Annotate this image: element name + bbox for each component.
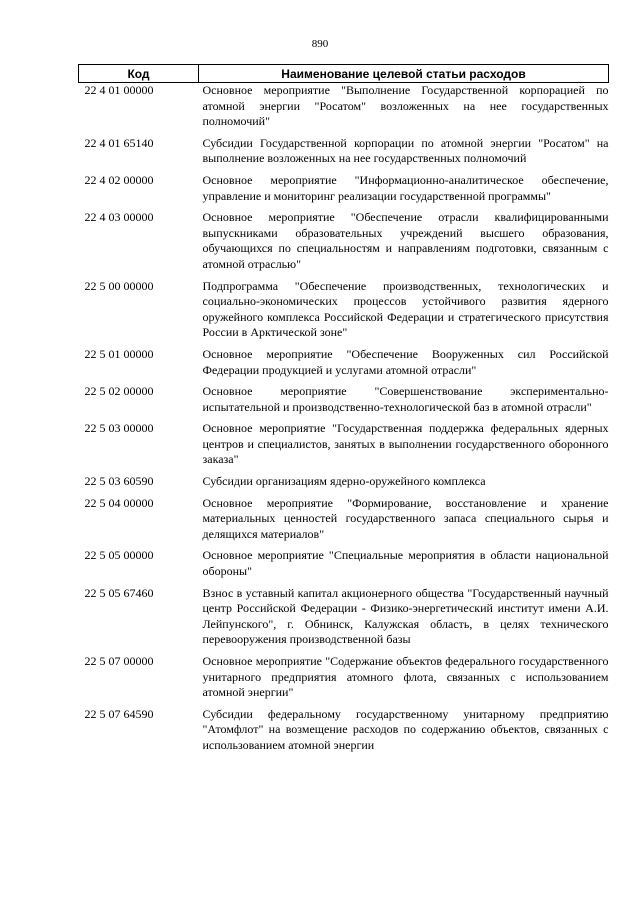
table-row bbox=[79, 136, 609, 173]
row-name: Основное мероприятие "Выполнение Государственной корпорацией по атомной энергии "Росатом" возложенных на нее государственных полномочий" bbox=[202, 83, 609, 129]
row-name: Основное мероприятие "Специальные мероприятия в области национальной обороны" bbox=[202, 548, 609, 579]
row-name: Основное мероприятие "Содержание объектов федерального государственного унитарного предприятия атомного флота, связанных с использованием атомной энергии" bbox=[202, 654, 609, 700]
row-code: 22 5 00 00000 bbox=[84, 278, 154, 293]
table-row bbox=[79, 474, 609, 496]
row-name: Субсидии Государственной корпорации по атомной энергии "Росатом" на выполнение возложенных на нее государственных полномочий bbox=[202, 135, 609, 166]
table-row bbox=[79, 384, 609, 421]
row-code: 22 5 05 00000 bbox=[84, 548, 154, 563]
page-number: 890 bbox=[311, 38, 329, 50]
row-name: Взнос в уставный капитал акционерного общества "Государственный научный центр Российской Федерации - Физико-энергетический институт имени А.И. Лейпунского", г. Обнинск, Калужская область, в целях технического перевооружения производственной базы bbox=[202, 585, 609, 647]
table-row bbox=[79, 279, 609, 347]
budget-table-container bbox=[78, 64, 608, 760]
table-row bbox=[79, 707, 609, 760]
row-code: 22 5 07 64590 bbox=[84, 706, 154, 721]
row-code: 22 4 01 65140 bbox=[84, 135, 154, 150]
row-code: 22 5 03 60590 bbox=[84, 474, 154, 489]
row-name: Субсидии федеральному государственному унитарному предприятию "Атомфлот" на возмещение расходов по содержанию объектов, связанных с использованием атомной энергии bbox=[202, 706, 609, 752]
row-code: 22 4 02 00000 bbox=[84, 172, 154, 187]
table-row bbox=[79, 654, 609, 707]
row-code: 22 5 05 67460 bbox=[84, 585, 154, 600]
table-row bbox=[79, 421, 609, 474]
table-row bbox=[79, 347, 609, 384]
row-code: 22 5 01 00000 bbox=[84, 346, 154, 361]
table-header-row bbox=[79, 65, 609, 83]
row-name: Подпрограмма "Обеспечение производственных, технологических и социально-экономических процессов устойчивого развития ядерного оружейного комплекса Российской Федерации и стратегического присутствия России в Арктической зоне" bbox=[202, 278, 609, 340]
budget-classification-table bbox=[78, 64, 609, 760]
row-name: Основное мероприятие "Информационно-аналитическое обеспечение, управление и мониторинг реализации государственной программы" bbox=[202, 172, 609, 203]
row-name: Субсидии организациям ядерно-оружейного комплекса bbox=[202, 474, 486, 489]
row-code: 22 4 01 00000 bbox=[84, 83, 154, 97]
row-name: Основное мероприятие "Совершенствование экспериментально-испытательной и производственно-технологической баз в атомной отрасли" bbox=[202, 384, 609, 414]
row-code: 22 4 03 00000 bbox=[84, 210, 154, 225]
table-row bbox=[79, 210, 609, 278]
table-row bbox=[79, 173, 609, 210]
table-row bbox=[79, 586, 609, 654]
header-code: Код bbox=[79, 65, 199, 83]
table-row bbox=[79, 496, 609, 549]
row-name: Основное мероприятие "Обеспечение Вооруженных сил Российской Федерации продукцией и услугами атомной отрасли" bbox=[202, 346, 609, 377]
row-name: Основное мероприятие "Государственная поддержка федеральных ядерных центров и специалистов, занятых в выполнении государственного оборонного заказа" bbox=[202, 421, 609, 467]
row-code: 22 5 02 00000 bbox=[84, 384, 154, 399]
row-code: 22 5 04 00000 bbox=[84, 495, 154, 510]
table-row bbox=[79, 83, 609, 136]
table-row bbox=[79, 548, 609, 585]
row-code: 22 5 03 00000 bbox=[84, 421, 154, 436]
row-name: Основное мероприятие "Формирование, восстановление и хранение материальных ценностей государственного запаса специального сырья и делящихся материалов" bbox=[202, 495, 609, 541]
row-code: 22 5 07 00000 bbox=[84, 654, 154, 668]
header-name: Наименование целевой статьи расходов bbox=[199, 65, 609, 83]
row-name: Основное мероприятие "Обеспечение отрасли квалифицированными выпускниками образовательных учреждений высшего образования, обучающихся по специальностям и направлениям подготовки, связанным с атомной отраслью" bbox=[202, 210, 609, 271]
table-body bbox=[79, 83, 609, 760]
